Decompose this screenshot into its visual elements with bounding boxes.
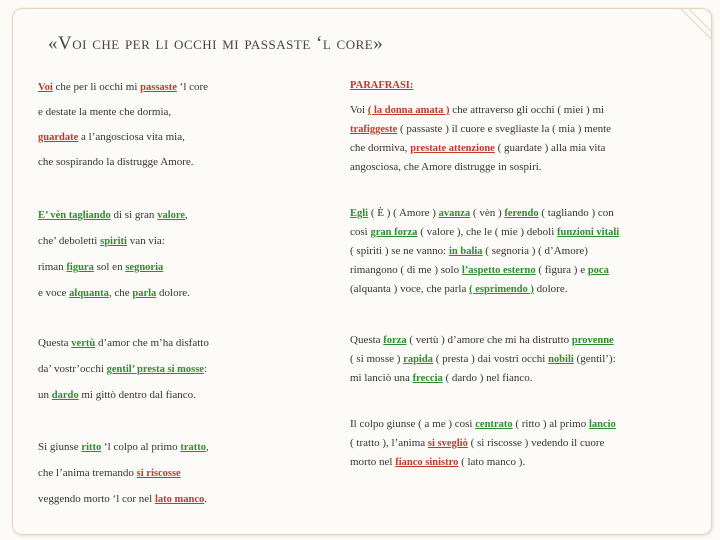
- text-line: [38, 336, 333, 351]
- highlighted-term: fianco sinistro: [395, 457, 459, 468]
- text-line: [350, 350, 638, 369]
- text-segment: ( dardo ) nel fianco.: [442, 372, 533, 384]
- highlighted-term: provenne: [571, 335, 614, 346]
- text-segment: ( segnoria ) ( d’Amore): [482, 245, 588, 257]
- text-segment: da’ vostr’occhi: [38, 363, 107, 375]
- text-segment: ‘l colpo al primo: [101, 441, 181, 453]
- text-line: [38, 105, 333, 119]
- paraphrase-heading: [350, 76, 638, 95]
- text-line: [38, 130, 333, 145]
- text-segment: ( lato manco ).: [458, 456, 526, 468]
- text-segment: a l’angosciosa vita mia,: [78, 131, 185, 143]
- highlighted-term: Voi: [38, 82, 53, 93]
- text-segment: :: [203, 363, 207, 375]
- highlighted-term: lato manco: [155, 494, 205, 505]
- text-segment: Questa: [350, 334, 384, 346]
- highlighted-term: si riscosse: [136, 468, 181, 479]
- highlighted-term: funzioni vitali: [557, 227, 620, 238]
- text-segment: ( ritto ) al primo: [512, 418, 589, 430]
- text-line: [350, 415, 638, 434]
- text-segment: morto nel: [350, 456, 396, 468]
- text-segment: Si giunse: [38, 441, 82, 453]
- highlighted-term: ( esprimendo ): [469, 284, 534, 295]
- text-segment: ( si mosse ): [350, 353, 404, 365]
- text-line: [38, 362, 333, 377]
- text-line: [350, 453, 638, 472]
- text-line: [38, 234, 333, 249]
- text-segment: Voi: [350, 104, 368, 116]
- text-segment: mi gittò dentro dal fianco.: [78, 389, 196, 401]
- text-line: [38, 260, 333, 275]
- text-line: [350, 139, 638, 158]
- highlighted-term: rapida: [403, 354, 433, 365]
- highlighted-term: guardate: [38, 132, 79, 143]
- text-segment: ,: [185, 209, 188, 221]
- highlighted-term: Egli: [350, 208, 369, 219]
- text-segment: che sospirando la distrugge Amore.: [38, 156, 194, 168]
- highlighted-term: trafiggeste: [350, 124, 398, 135]
- text-segment: riman: [38, 261, 67, 273]
- text-line: [350, 76, 638, 95]
- highlighted-term: poca: [587, 265, 609, 276]
- text-line: [350, 261, 638, 280]
- highlighted-term: gran forza: [370, 227, 418, 238]
- text-line: [350, 331, 638, 350]
- text-segment: ( si riscosse ) vedendo il cuore: [467, 437, 605, 449]
- text-line: [350, 434, 638, 453]
- text-line: [350, 369, 638, 388]
- text-line: [38, 286, 333, 301]
- text-segment: ( È ) ( Amore ): [368, 207, 439, 219]
- text-segment: ( vertù ) d’amore che mi ha distrutto: [406, 334, 572, 346]
- highlighted-term: l’aspetto esterno: [461, 265, 536, 276]
- text-segment: (gentil’):: [573, 353, 616, 365]
- text-line: [350, 101, 638, 120]
- page-title: «Voi che per li occhi mi passaste ‘l core»: [48, 33, 384, 54]
- highlighted-term: freccia: [412, 373, 443, 384]
- highlighted-term: lancio: [588, 419, 616, 430]
- text-segment: dolore.: [533, 283, 568, 295]
- text-segment: d’amor che m’ha disfatto: [95, 337, 209, 349]
- corner-ornament-icon: [681, 9, 711, 39]
- text-segment: che dormiva,: [350, 142, 411, 154]
- text-line: [38, 388, 333, 403]
- highlighted-term: avanza: [438, 208, 471, 219]
- text-line: [350, 204, 638, 223]
- highlighted-term: passaste: [140, 82, 177, 93]
- text-line: [350, 280, 638, 299]
- text-segment: ( valore ), che le ( mie ) deboli: [417, 226, 558, 238]
- highlighted-term: E’ vèn tagliando: [38, 210, 111, 221]
- text-line: [38, 466, 333, 481]
- text-segment: dolore.: [156, 287, 190, 299]
- text-line: [350, 120, 638, 139]
- text-line: [350, 242, 638, 261]
- highlighted-term: spiriti: [100, 236, 127, 247]
- text-segment: che’ deboletti: [38, 235, 101, 247]
- text-segment: angosciosa, che Amore distrugge in sospiri.: [350, 161, 542, 173]
- text-segment: ( tratto ), l’anima: [350, 437, 428, 449]
- text-segment: ‘l core: [176, 81, 209, 93]
- paraphrase-paragraph: [350, 331, 638, 388]
- text-segment: .: [204, 493, 208, 505]
- text-line: [38, 492, 333, 507]
- text-segment: (alquanta ) voce, che parla: [350, 283, 470, 295]
- text-segment: Questa: [38, 337, 72, 349]
- highlighted-term: tratto: [180, 442, 207, 453]
- text-line: [350, 158, 638, 177]
- text-segment: rimangono ( di me ) solo: [350, 264, 462, 276]
- highlighted-term: nobili: [548, 354, 574, 365]
- text-segment: ,: [206, 441, 209, 453]
- highlighted-term: in balia: [448, 246, 483, 257]
- text-line: [38, 155, 333, 169]
- text-segment: sol en: [93, 261, 126, 273]
- highlighted-term: centrato: [475, 419, 513, 430]
- text-segment: mi lanciò una: [350, 372, 413, 384]
- highlighted-term: PARAFRASI:: [350, 80, 414, 91]
- text-line: [38, 80, 333, 95]
- highlighted-term: ritto: [81, 442, 102, 453]
- text-segment: ( tagliando ) con: [538, 207, 614, 219]
- text-segment: Il colpo giunse ( a me ) così: [350, 418, 476, 430]
- text-segment: , che: [108, 287, 133, 299]
- highlighted-term: alquanta: [69, 288, 109, 299]
- highlighted-term: ( la donna amata ): [367, 105, 450, 116]
- highlighted-term: valore: [157, 210, 185, 221]
- highlighted-term: parla: [132, 288, 157, 299]
- text-segment: di sì gran: [110, 209, 158, 221]
- text-segment: ( guardate ) alla mia vita: [494, 142, 606, 154]
- text-line: [38, 440, 333, 455]
- text-segment: che attraverso gli occhi ( miei ) mi: [449, 104, 605, 116]
- text-segment: e destate la mente che dormia,: [38, 106, 172, 118]
- paraphrase-paragraph: [350, 101, 638, 177]
- text-segment: che l’anima tremando: [38, 467, 137, 479]
- highlighted-term: segnoria: [125, 262, 164, 273]
- text-segment: ( spiriti ) se ne vanno:: [350, 245, 449, 257]
- text-segment: veggendo morto ‘l cor nel: [38, 493, 155, 505]
- text-segment: così: [350, 226, 371, 238]
- text-line: [350, 223, 638, 242]
- text-segment: ( presta ) dai vostri occhi: [432, 353, 549, 365]
- text-segment: e voce: [38, 287, 70, 299]
- highlighted-term: dardo: [51, 390, 79, 401]
- paraphrase-paragraph: [350, 415, 638, 472]
- text-segment: van via:: [126, 235, 165, 247]
- highlighted-term: ferendo: [504, 208, 539, 219]
- text-segment: ( vèn ): [470, 207, 505, 219]
- highlighted-term: gentil’ presta si mosse: [106, 364, 204, 375]
- text-segment: che per li occhi mi: [52, 81, 141, 93]
- highlighted-term: figura: [66, 262, 94, 273]
- text-line: [38, 208, 333, 223]
- highlighted-term: forza: [383, 335, 407, 346]
- text-segment: un: [38, 389, 52, 401]
- text-segment: ( passaste ) il cuore e svegliaste la ( mia ) mente: [397, 123, 612, 135]
- paraphrase-paragraph: [350, 204, 638, 299]
- highlighted-term: vertù: [71, 338, 96, 349]
- highlighted-term: si svegliò: [427, 438, 468, 449]
- highlighted-term: prestate attenzione: [410, 143, 495, 154]
- text-segment: ( figura ) e: [535, 264, 588, 276]
